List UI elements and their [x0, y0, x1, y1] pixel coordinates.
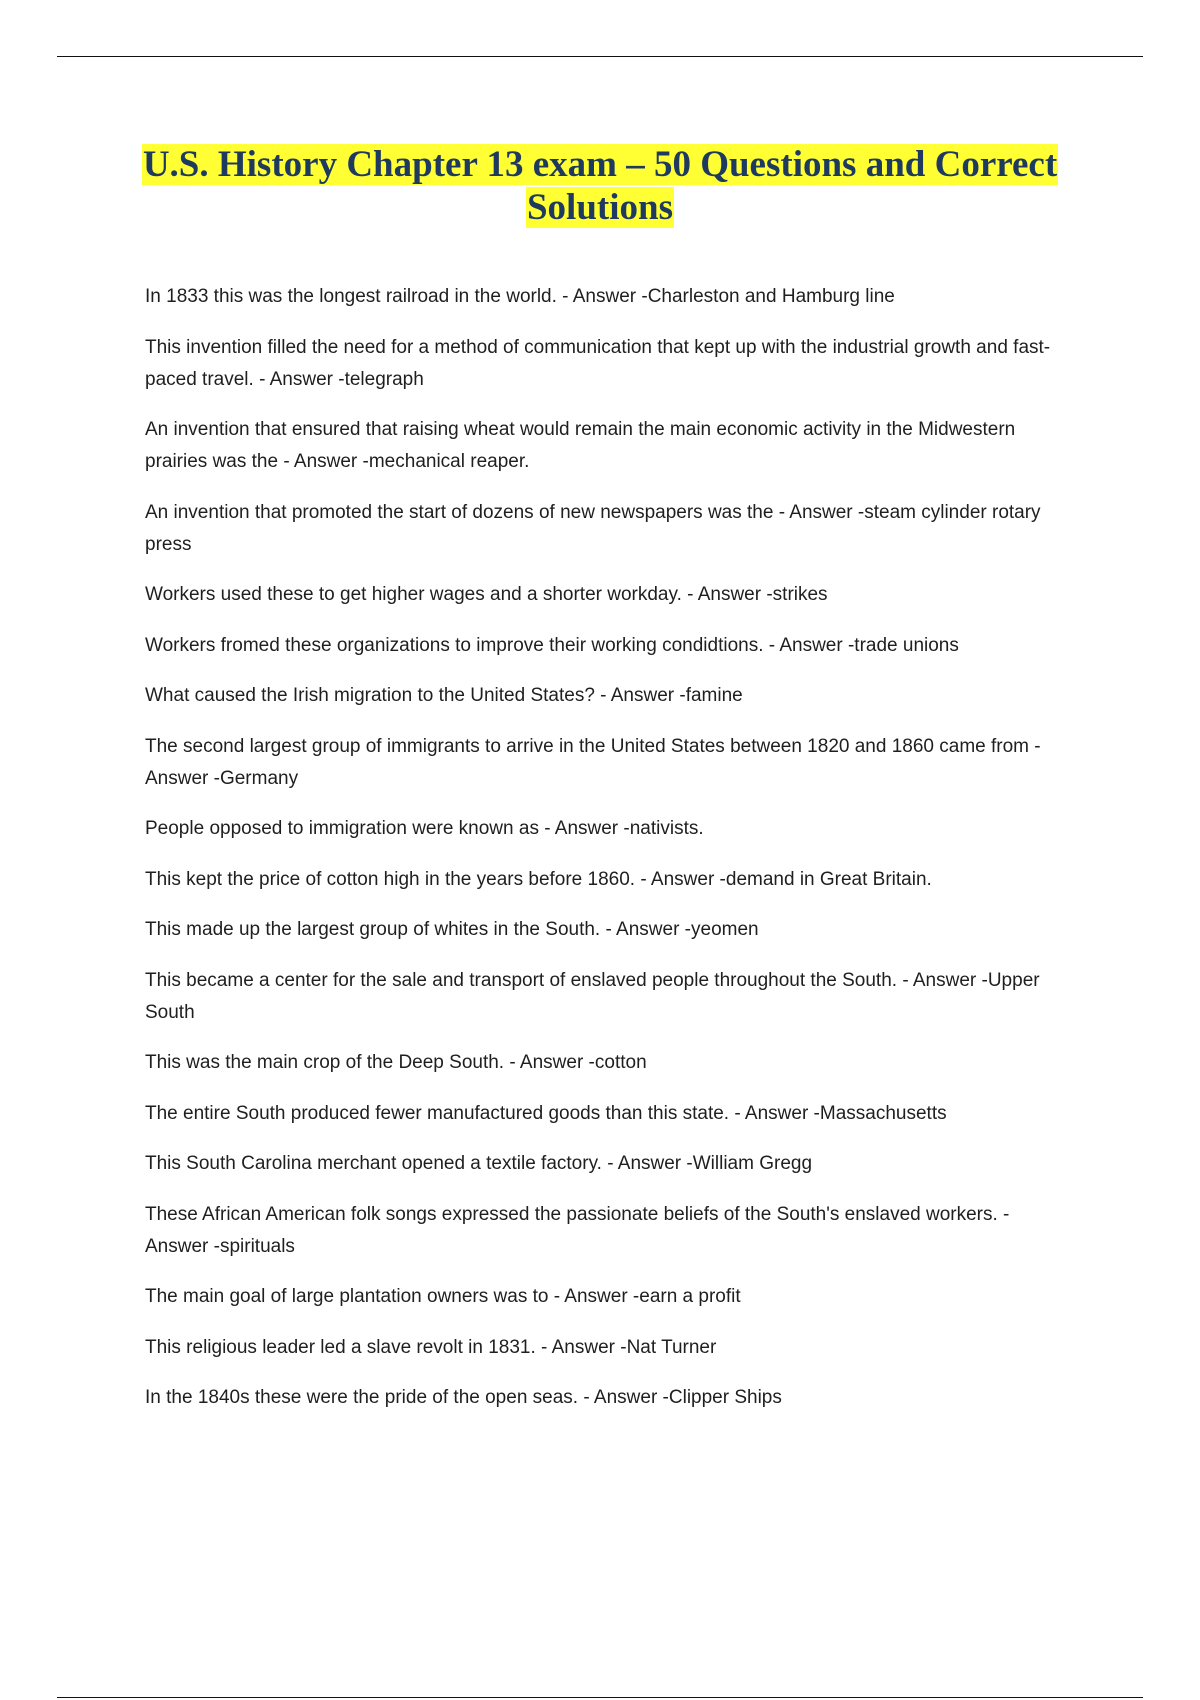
qa-item: This invention filled the need for a method of communication that kept up with the industrial growth and fast-paced travel. - Answer -telegraph [145, 336, 1051, 390]
qa-item: The main goal of large plantation owners was to - Answer -earn a profit [145, 1286, 741, 1307]
qa-item: The entire South produced fewer manufactured goods than this state. - Answer -Massachusetts [145, 1102, 947, 1124]
qa-item: In 1833 this was the longest railroad in the world. - Answer -Charleston and Hamburg line [145, 286, 895, 307]
question-answer-list [145, 281, 1060, 1433]
qa-item: People opposed to immigration were known as - Answer -nativists. [145, 818, 704, 839]
qa-item: Workers fromed these organizations to improve their working condidtions. - Answer -trade unions [145, 634, 959, 656]
qa-item: An invention that promoted the start of dozens of new newspapers was the - Answer -steam cylinder rotary press [145, 501, 1041, 555]
qa-item: These African American folk songs expressed the passionate beliefs of the South's enslaved workers. - Answer -spirituals [145, 1203, 1010, 1257]
qa-item: What caused the Irish migration to the United States? - Answer -famine [145, 685, 743, 706]
qa-item: This became a center for the sale and transport of enslaved people throughout the South. - Answer -Upper South [145, 969, 1040, 1023]
qa-item: This made up the largest group of whites in the South. - Answer -yeomen [145, 919, 759, 940]
qa-item: In the 1840s these were the pride of the open seas. - Answer -Clipper Ships [145, 1387, 782, 1408]
title-line-2: Solutions [526, 187, 673, 228]
title-block [100, 143, 1100, 229]
qa-item: This was the main crop of the Deep South. - Answer -cotton [145, 1052, 647, 1073]
bottom-rule [57, 1697, 1143, 1698]
qa-item: The second largest group of immigrants to arrive in the United States between 1820 and 1860 came from - Answer -Germany [145, 735, 1041, 789]
qa-item: This kept the price of cotton high in the years before 1860. - Answer -demand in Great Britain. [145, 868, 932, 890]
qa-item: This religious leader led a slave revolt in 1831. - Answer -Nat Turner [145, 1336, 717, 1358]
top-rule [57, 56, 1143, 57]
qa-item: This South Carolina merchant opened a textile factory. - Answer -William Gregg [145, 1153, 813, 1174]
title-line-1: U.S. History Chapter 13 exam – 50 Questions and Correct [142, 144, 1058, 185]
qa-item: Workers used these to get higher wages and a shorter workday. - Answer -strikes [145, 584, 828, 605]
qa-item: An invention that ensured that raising wheat would remain the main economic activity in the Midwestern prairies was the - Answer -mechanical reaper. [145, 419, 1016, 472]
page-title [100, 143, 1100, 229]
